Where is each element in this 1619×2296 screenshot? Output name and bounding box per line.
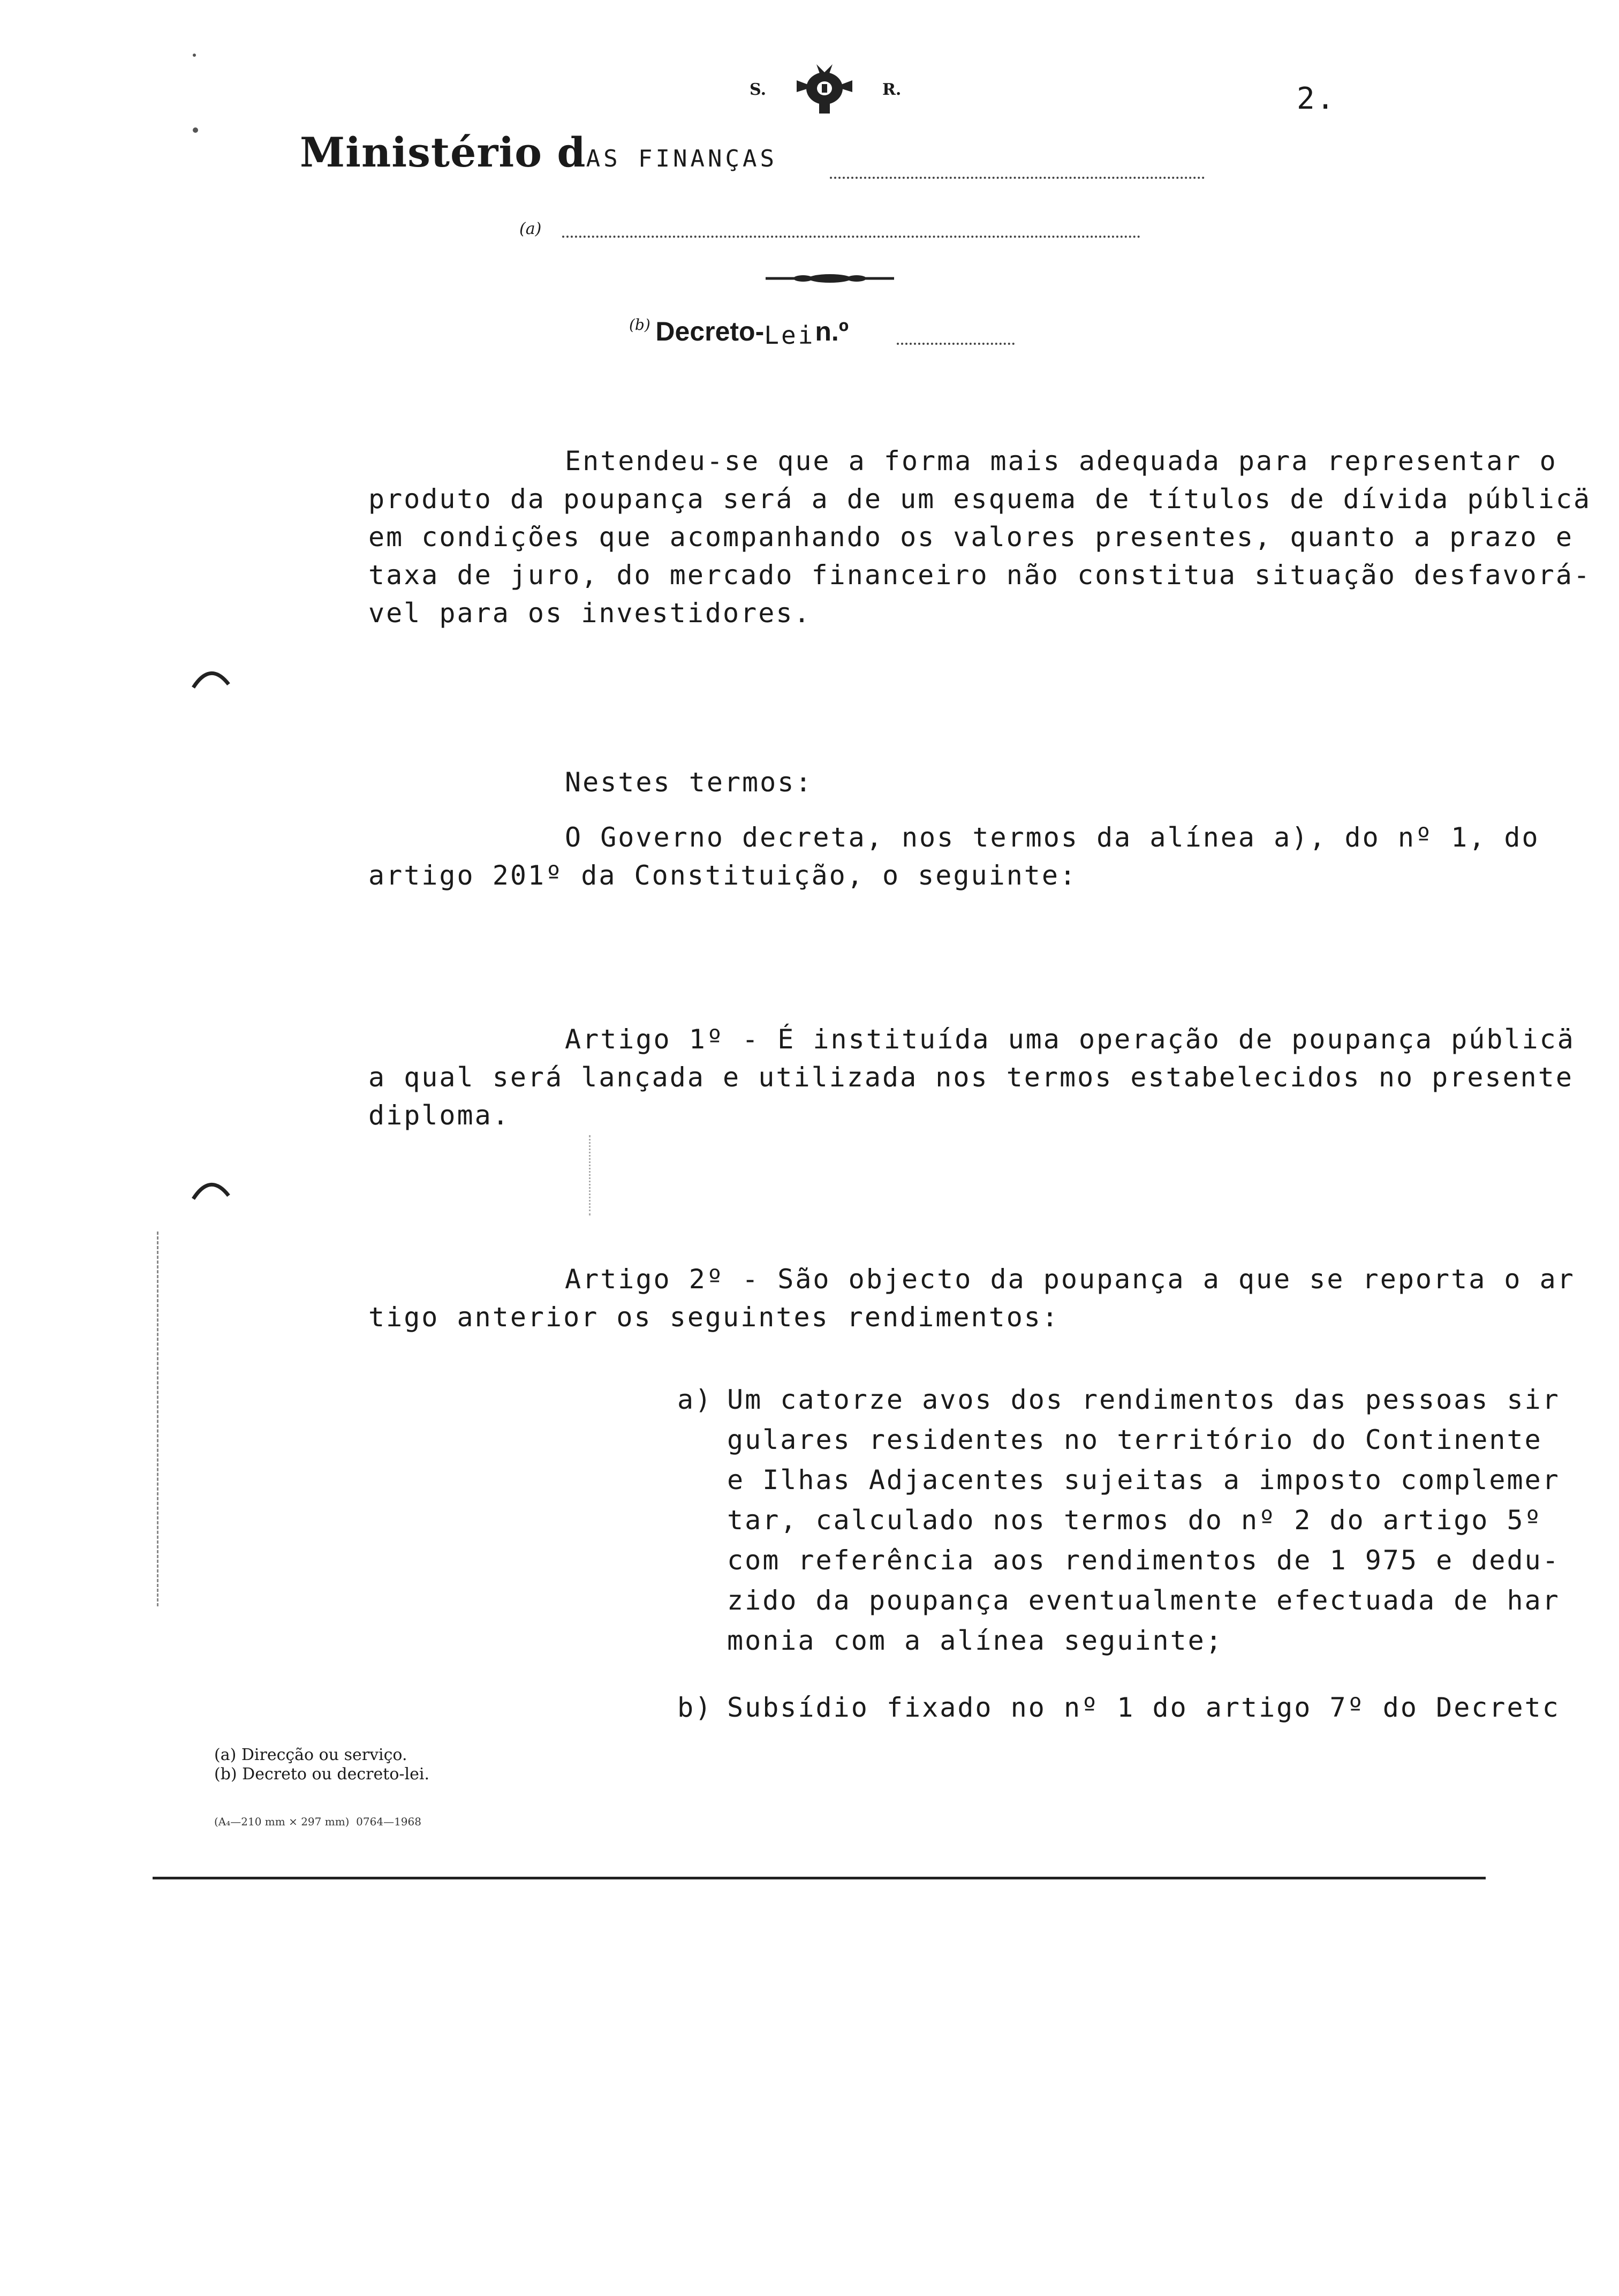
- footnote-a: (a) Direcção ou serviço.: [214, 1746, 407, 1764]
- item-b-line: Subsídio fixado no nº 1 do artigo 7º do Decretc: [727, 1692, 1560, 1723]
- item-a-line: zido da poupança eventualmente efectuada de har: [727, 1585, 1560, 1616]
- item-a-line: Um catorze avos dos rendimentos das pessoas sir: [727, 1384, 1560, 1415]
- artigo2-line: tigo anterior os seguintes rendimentos:: [368, 1302, 1060, 1333]
- crest-letter-right: R.: [882, 80, 902, 99]
- intro-line: em condições que acompanhando os valores presentes, quanto a prazo e: [368, 522, 1573, 553]
- intro-line: produto da poupança será a de um esquema de títulos de dívida públicä: [368, 484, 1592, 515]
- decree-marker: (b): [629, 316, 650, 334]
- ministry-suffix: AS FINANÇAS: [586, 145, 777, 172]
- decree-prefix: Decreto-: [655, 316, 765, 346]
- item-a-line: tar, calculado nos termos do nº 2 do artigo 5º: [727, 1505, 1542, 1536]
- scan-speck: [193, 127, 198, 133]
- ministry-dotted-line: [830, 177, 1205, 179]
- scan-edge-mark: [589, 1135, 592, 1215]
- field-a-label: (a): [519, 220, 542, 238]
- form-code: (A₄—210 mm × 297 mm) 0764—1968: [214, 1815, 421, 1828]
- ornament-divider: [766, 270, 894, 286]
- intro-line: taxa de juro, do mercado financeiro não constitua situação desfavorá-: [368, 560, 1592, 591]
- intro-line: vel para os investidores.: [368, 598, 812, 629]
- scan-speck: [193, 54, 196, 57]
- scan-edge-mark: [157, 1232, 160, 1606]
- nestes-termos: Nestes termos:: [565, 767, 813, 798]
- item-a-line: monia com a alínea seguinte;: [727, 1625, 1223, 1656]
- ministry-heading: [300, 129, 777, 176]
- item-a-line: e Ilhas Adjacentes sujeitas a imposto complemer: [727, 1464, 1560, 1496]
- field-a-dotted-line: [562, 236, 1140, 238]
- punch-hole-mark-icon: [190, 664, 233, 691]
- decree-handwritten: Lei: [764, 321, 815, 350]
- republic-crest-icon: [792, 59, 857, 118]
- artigo1-line: diploma.: [368, 1100, 510, 1131]
- item-a-marker: a): [677, 1384, 713, 1415]
- ministry-prefix: Ministério d: [300, 129, 586, 176]
- intro-line: Entendeu-se que a forma mais adequada para representar o: [565, 445, 1557, 477]
- item-b-marker: b): [677, 1692, 713, 1723]
- bottom-rule: [153, 1877, 1486, 1879]
- artigo1-line: Artigo 1º - É instituída uma operação de poupança públicä: [565, 1024, 1575, 1055]
- item-a-line: gulares residentes no território do Continente: [727, 1424, 1542, 1455]
- decree-suffix: n.º: [815, 316, 849, 346]
- page-number: 2.: [1297, 81, 1336, 116]
- decree-dotted-line: [897, 343, 1015, 345]
- punch-hole-mark-icon: [190, 1175, 233, 1202]
- artigo1-line: a qual será lançada e utilizada nos termos estabelecidos no presente: [368, 1062, 1573, 1093]
- governo-line: O Governo decreta, nos termos da alínea a), do nº 1, do: [565, 822, 1540, 853]
- decree-line: [629, 316, 849, 350]
- item-a-line: com referência aos rendimentos de 1 975 e dedu-: [727, 1545, 1560, 1576]
- crest-letter-left: S.: [750, 80, 767, 99]
- governo-line: artigo 201º da Constituição, o seguinte:: [368, 860, 1078, 891]
- footnote-b: (b) Decreto ou decreto-lei.: [214, 1765, 430, 1784]
- artigo2-line: Artigo 2º - São objecto da poupança a que se reporta o ar: [565, 1264, 1575, 1295]
